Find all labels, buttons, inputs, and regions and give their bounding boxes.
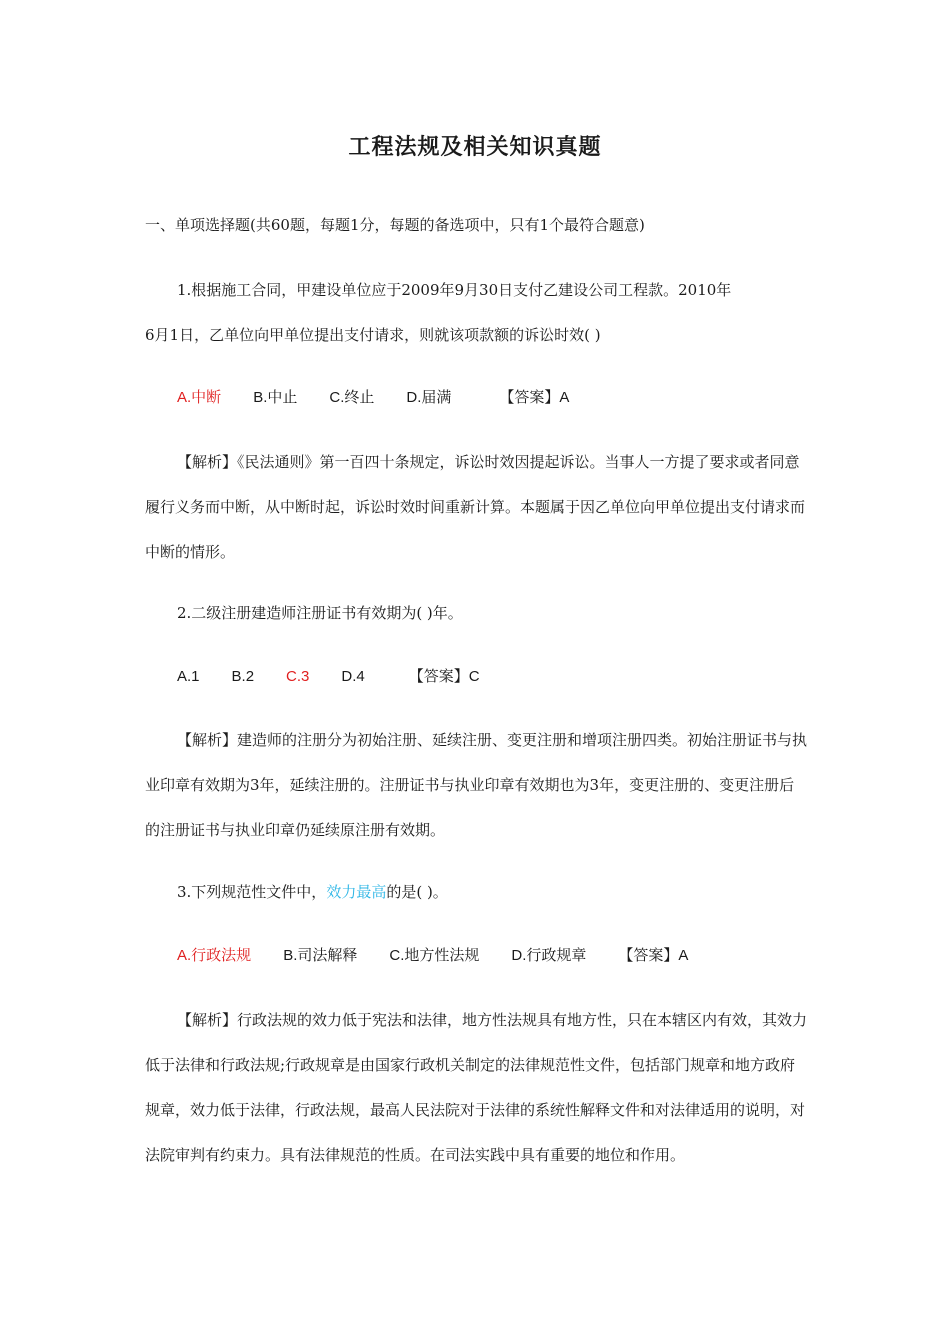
question-1-options <box>145 375 807 420</box>
question-3-option-a: A.行政法规 <box>177 947 252 964</box>
question-3-stem-suffix: 的是( )。 <box>386 883 448 901</box>
question-3-answer: 【答案】A <box>618 947 689 964</box>
question-2-answer: 【答案】C <box>408 668 480 685</box>
question-1-answer: 【答案】A <box>499 389 570 406</box>
question-2-option-a: A.1 <box>177 668 200 685</box>
question-2-stem: 2.二级注册建造师注册证书有效期为( )年。 <box>177 604 463 622</box>
question-3-options <box>145 933 807 978</box>
question-3-option-d: D.行政规章 <box>511 947 587 964</box>
question-2-option-c: C.3 <box>286 668 310 685</box>
question-3-option-c: C.地方性法规 <box>389 947 480 964</box>
question-3-analysis: 【解析】行政法规的效力低于宪法和法律，地方性法规具有地方性，只在本辖区内有效，其效力低于法律和行政法规;行政规章是由国家行政机关制定的法律规范性文件，包括部门规章和地方政府规章，效力低于法律，行政法规，最高人民法院对于法律的系统性解释文件和对法律适用的说明，对法院审判有约束力。具有法律规范的性质。在司法实践中具有重要的地位和作用。 <box>145 1011 808 1164</box>
question-3-stem <box>145 870 807 915</box>
question-3-stem-prefix: 3.下列规范性文件中， <box>177 883 327 901</box>
question-3-option-b: B.司法解释 <box>283 947 358 964</box>
question-1-stem-line2: 6月1日，乙单位向甲单位提出支付请求，则就该项款额的诉讼时效( ) <box>145 326 601 344</box>
question-1-stem-line1: 1.根据施工合同，甲建设单位应于2009年9月30日支付乙建设公司工程款。2010年 <box>177 281 732 299</box>
question-2-option-d: D.4 <box>341 668 365 685</box>
question-1-option-c: C.终止 <box>329 389 375 406</box>
section-heading: 一、单项选择题(共60题，每题1分，每题的备选项中，只有1个最符合题意) <box>145 216 645 234</box>
question-3-stem-highlight: 效力最高 <box>326 883 387 901</box>
question-1-option-d: D.届满 <box>406 389 452 406</box>
question-1-option-a: A.中断 <box>177 389 222 406</box>
question-1-option-b: B.中止 <box>253 389 298 406</box>
question-2-options <box>145 654 807 699</box>
question-1-analysis: 【解析】《民法通则》第一百四十条规定，诉讼时效因提起诉讼。当事人一方提了要求或者同意履行义务而中断，从中断时起，诉讼时效时间重新计算。本题属于因乙单位向甲单位提出支付请求而中断的情形。 <box>145 453 806 561</box>
question-2-analysis: 【解析】建造师的注册分为初始注册、延续注册、变更注册和增项注册四类。初始注册证书与执业印章有效期为3年，延续注册的。注册证书与执业印章有效期也为3年，变更注册的、变更注册后的注册证书与执业印章仍延续原注册有效期。 <box>145 731 808 839</box>
question-2-option-b: B.2 <box>231 668 255 685</box>
document-title: 工程法规及相关知识真题 <box>348 134 602 160</box>
